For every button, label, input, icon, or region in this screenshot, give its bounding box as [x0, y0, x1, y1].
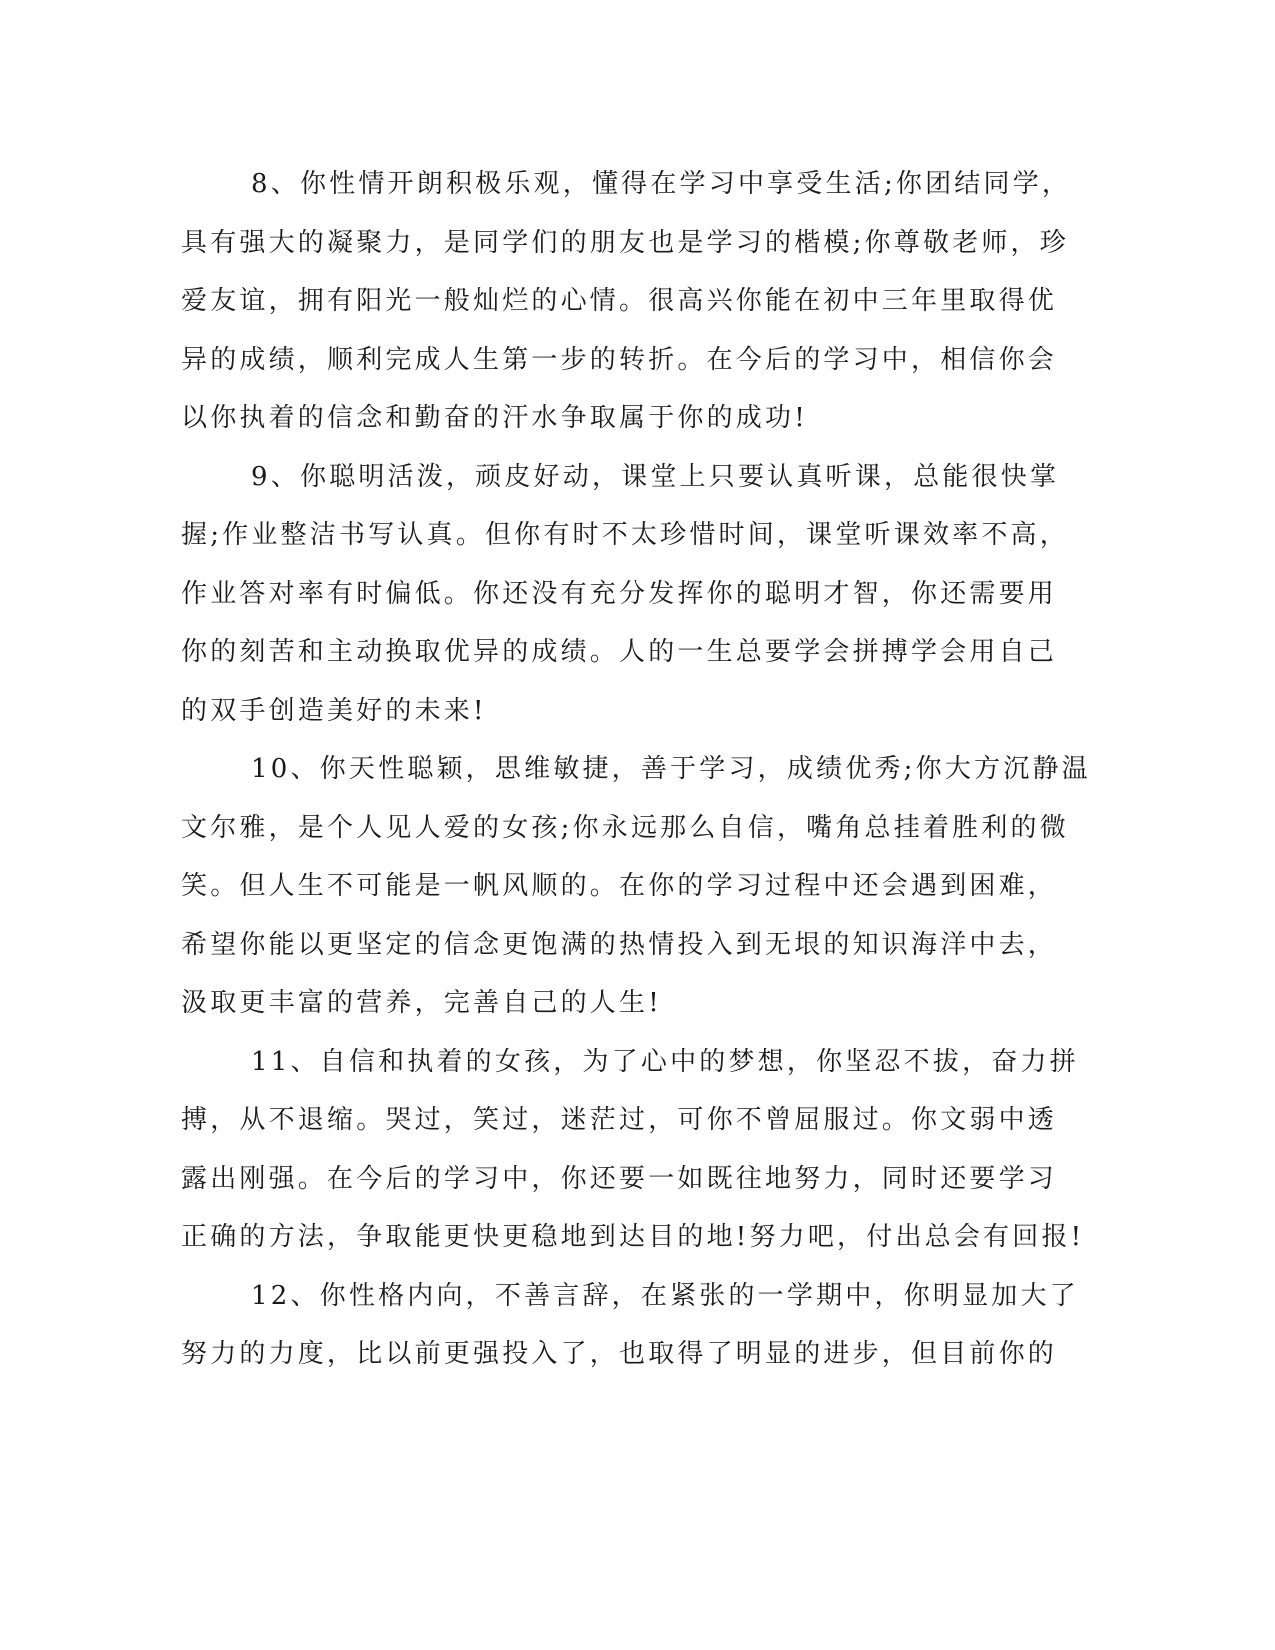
text-line: 的双手创造美好的未来! [181, 695, 487, 726]
document-body [181, 155, 1091, 1384]
text-line: 你的刻苦和主动换取优异的成绩。人的一生总要学会拼搏学会用自己 [181, 637, 1058, 667]
text-line: 希望你能以更坚定的信念更饱满的热情投入到无垠的知识海洋中去， [181, 929, 1058, 960]
paragraph-11 [181, 1033, 1085, 1267]
text-line: 文尔雅，是个人见人爱的女孩;你永远那么自信，嘴角总挂着胜利的微 [181, 812, 1069, 843]
text-line: 8、你性情开朗积极乐观，懂得在学习中享受生活;你团结同学， [251, 169, 1072, 199]
text-line: 爱友谊，拥有阳光一般灿烂的心情。很高兴你能在初中三年里取得优 [181, 286, 1058, 316]
paragraph-10 [181, 740, 1091, 1033]
text-line: 异的成绩，顺利完成人生第一步的转折。在今后的学习中，相信你会 [181, 344, 1058, 375]
text-line: 作业答对率有时偏低。你还没有充分发挥你的聪明才智，你还需要用 [181, 578, 1058, 609]
text-line: 10、你天性聪颖，思维敏捷，善于学习，成绩优秀;你大方沉静温 [251, 754, 1091, 784]
paragraph-9 [181, 448, 1069, 741]
text-line: 搏，从不退缩。哭过，笑过，迷茫过，可你不曾屈服过。你文弱中透 [181, 1105, 1058, 1135]
text-line: 12、你性格内向，不善言辞，在紧张的一学期中，你明显加大了 [251, 1280, 1079, 1311]
text-line: 9、你聪明活泼，顽皮好动，课堂上只要认真听课，总能很快掌 [251, 461, 1060, 492]
text-line: 汲取更丰富的营养，完善自己的人生! [181, 988, 662, 1018]
text-line: 握;作业整洁书写认真。但你有时不太珍惜时间，课堂听课效率不高， [181, 520, 1069, 550]
text-line: 努力的力度，比以前更强投入了，也取得了明显的进步，但目前你的 [181, 1339, 1058, 1369]
text-line: 具有强大的凝聚力，是同学们的朋友也是学习的楷模;你尊敬老师，珍 [181, 227, 1069, 258]
text-line: 11、自信和执着的女孩，为了心中的梦想，你坚忍不拔，奋力拼 [251, 1046, 1079, 1077]
paragraph-8 [181, 155, 1072, 448]
text-line: 露出刚强。在今后的学习中，你还要一如既往地努力，同时还要学习 [181, 1163, 1058, 1194]
text-line: 正确的方法，争取能更快更稳地到达目的地!努力吧，付出总会有回报! [181, 1222, 1085, 1252]
paragraph-12 [181, 1267, 1079, 1384]
text-line: 笑。但人生不可能是一帆风顺的。在你的学习过程中还会遇到困难， [181, 871, 1058, 901]
text-line: 以你执着的信念和勤奋的汗水争取属于你的成功! [181, 403, 808, 433]
